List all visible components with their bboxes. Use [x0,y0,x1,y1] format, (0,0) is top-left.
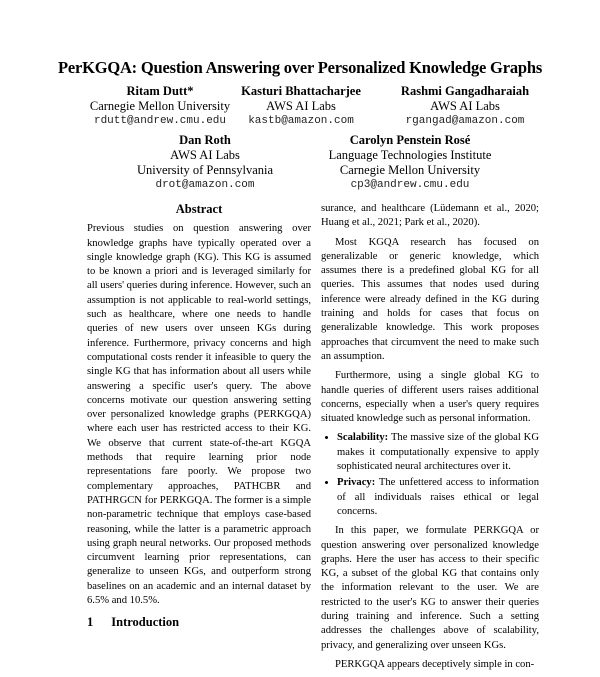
author-name: Dan Roth [179,133,231,147]
author-block-3 [370,84,560,129]
author-name: Kasturi Bhattacharjee [241,84,361,98]
list-item [337,431,539,474]
list-item [337,476,539,519]
bullet-text: The massive size of the global KG makes it computationally expensive to apply sophisticated neural architectures over it. [337,432,539,473]
bullet-label: Scalability: [337,432,389,444]
author-email: drot@amazon.com [155,179,255,191]
right-column [321,202,539,677]
author-affiliation-2: Carnegie Mellon University [339,163,481,177]
author-email: rgangad@amazon.com [405,115,525,127]
author-affiliation: Carnegie Mellon University [89,99,231,113]
bullet-text: The unfettered access to information of all individuals raises ethical or legal concerns. [337,477,539,517]
author-block-4 [105,133,305,193]
author-affiliation: AWS AI Labs [430,99,500,113]
author-name: Ritam Dutt* [126,84,194,98]
paragraph: PERKGQA appears deceptively simple in con- [335,658,535,670]
author-affiliation: AWS AI Labs [266,99,336,113]
paragraph: In this paper, we formulate PERKGQA or question answering over personalized knowledge graphs. Here the user has access to their specific KG, a subset of the global KG that contains only the information relevant to the user. We are restricted to the user's KG to answer their queries during training and inference. Such a setting addresses the challenges above of scalability, privacy, and generalizing over unseen KGs. [321,525,539,651]
author-email: rdutt@andrew.cmu.edu [93,115,227,127]
author-affiliation: Language Technologies Institute [328,148,492,162]
author-name: Rashmi Gangadharaiah [400,84,530,98]
paragraph: Most KGQA research has focused on generalizable or generic knowledge, which assumes there is a predefined global KG for all queries. This assumes that nodes used during inference were already defined in the KG during training and holds for cases that focus on generalizable knowledge. This work proposes approaches that circumvent the need to make such an assumption. [321,236,539,362]
paper-title: PerKGQA: Question Answering over Personalized Knowledge Graphs [57,58,543,77]
left-column [87,202,311,630]
author-affiliation: AWS AI Labs [170,148,240,162]
paragraph: surance, and healthcare (Lüdemann et al., 2020; Huang et al., 2021; Park et al., 2020). [321,203,539,229]
author-name: Carolyn Penstein Rosé [349,133,471,147]
paragraph: Furthermore, using a single global KG to handle queries of different users raises additional concerns, especially when a user's query requires situated knowledge such as personal information. [321,370,539,425]
author-email: cp3@andrew.cmu.edu [350,179,470,191]
author-block-5 [300,133,520,193]
abstract-text: Previous studies on question answering over knowledge graphs have typically operated over a single knowledge graph (KG). This KG is assumed to be known a priori and is leveraged similarly for all users' queries during inference. However, such an assumption is not applicable to real-world settings, such as healthcare, where one needs to handle queries of new users over unseen KGs during inference. Furthermore, privacy concerns and high computational costs render it infeasible to query the single KG that has information about all users while answering a specific user's query. The above concerns motivate our question answering setting over personalized knowledge graphs (PERKGQA) where each user has restricted access to their KG. We observe that current state-of-the-art KGQA methods that require learning prior node representations fare poorly. We propose two complementary approaches, PATHCBR and PATHRGCN for PERKGQA. The former is a simple non-parametric technique that employs case-based reasoning, while the latter is a parametric approach using graph neural networks. Our proposed methods circumvent learning prior representations, can generalize to unseen KGs, and outperform strong baselines on an academic and an internal dataset by 6.5% and 10.5%. [87,223,311,607]
author-email: kastb@amazon.com [248,115,354,127]
section-title: Introduction [111,615,180,630]
bullet-label: Privacy: [337,477,376,489]
section-number: 1 [87,615,94,630]
concerns-list [321,431,539,519]
author-affiliation-2: University of Pennsylvania [136,163,274,177]
author-block-2 [216,84,386,129]
abstract-heading: Abstract [175,202,223,216]
section-heading-introduction [87,615,311,629]
